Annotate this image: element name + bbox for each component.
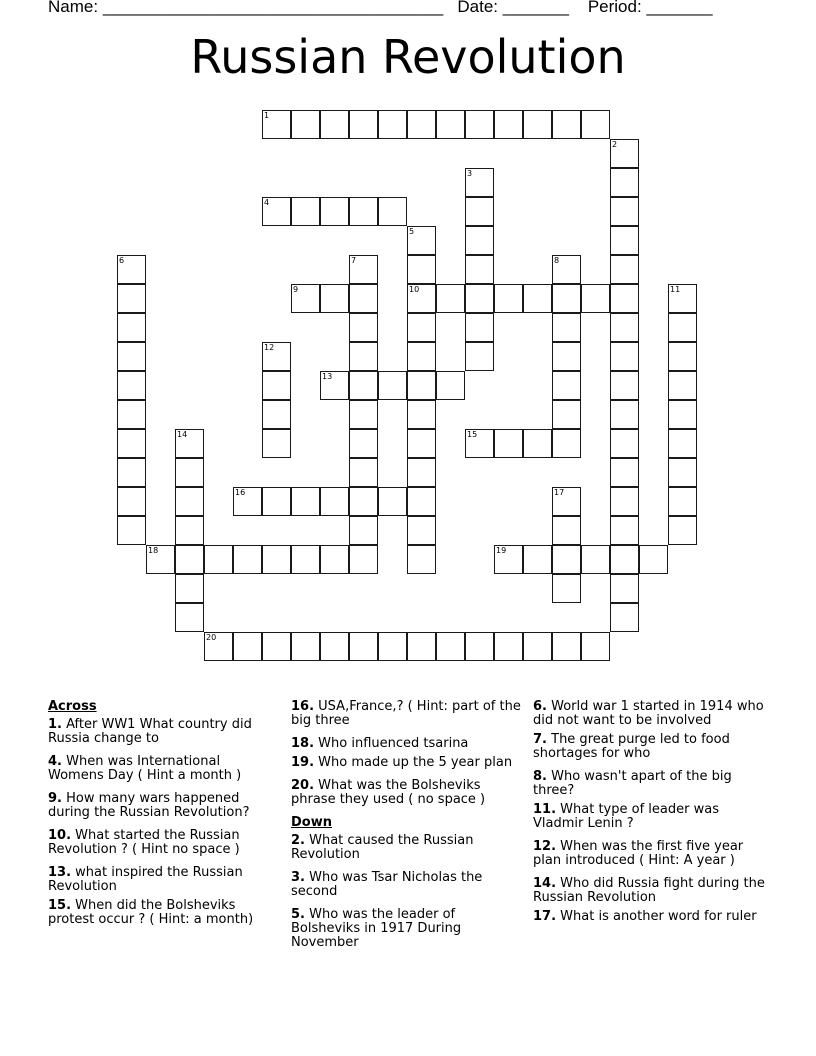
crossword-cell[interactable] <box>117 255 146 284</box>
crossword-cell[interactable] <box>407 284 436 313</box>
clue-text: After WW1 What country did Russia change to <box>48 717 252 746</box>
crossword-cell[interactable] <box>407 458 436 487</box>
crossword-cell[interactable] <box>117 458 146 487</box>
crossword-cell[interactable] <box>117 342 146 371</box>
clue-text: Who wasn't apart of the big three? <box>533 769 732 798</box>
crossword-cell[interactable] <box>233 545 262 574</box>
clues-column-3 <box>533 700 773 933</box>
crossword-cell[interactable] <box>175 429 204 458</box>
clue-number: 2. <box>291 833 305 848</box>
clue-number: 16. <box>291 699 315 714</box>
clue-text: When was International Womens Day ( Hint a month ) <box>48 754 242 783</box>
clue-number: 14. <box>533 876 557 891</box>
crossword-cell[interactable] <box>407 342 436 371</box>
crossword-cell[interactable] <box>465 342 494 371</box>
clue-text: What type of leader was Vladmir Lenin ? <box>533 802 719 831</box>
crossword-cell[interactable] <box>668 429 697 458</box>
crossword-cell[interactable] <box>349 516 378 545</box>
crossword-cell[interactable] <box>523 632 552 661</box>
crossword-cell[interactable] <box>349 487 378 516</box>
clue-across-10 <box>48 829 278 857</box>
clue-number-label: 11 <box>670 285 681 294</box>
clue-number-label: 6 <box>119 256 125 265</box>
clue-number: 10. <box>48 828 72 843</box>
clue-number: 13. <box>48 865 72 880</box>
clue-down-7 <box>533 733 773 761</box>
crossword-cell[interactable] <box>262 632 291 661</box>
crossword-cell[interactable] <box>494 545 523 574</box>
crossword-cell[interactable] <box>610 516 639 545</box>
crossword-cell[interactable] <box>204 545 233 574</box>
crossword-cell[interactable] <box>262 110 291 139</box>
crossword-cell[interactable] <box>320 371 349 400</box>
crossword-cell[interactable] <box>407 516 436 545</box>
crossword-cell[interactable] <box>465 168 494 197</box>
clue-text: Who was Tsar Nicholas the second <box>291 870 483 899</box>
clue-text: World war 1 started in 1914 who did not want to be involved <box>533 699 764 728</box>
crossword-cell[interactable] <box>581 110 610 139</box>
crossword-cell[interactable] <box>407 226 436 255</box>
crossword-cell[interactable] <box>610 574 639 603</box>
crossword-cell[interactable] <box>552 371 581 400</box>
crossword-cell[interactable] <box>494 284 523 313</box>
crossword-cell[interactable] <box>465 255 494 284</box>
crossword-cell[interactable] <box>262 400 291 429</box>
clue-number-label: 13 <box>322 372 333 381</box>
crossword-cell[interactable] <box>349 342 378 371</box>
crossword-cell[interactable] <box>494 110 523 139</box>
clue-text: USA,France,? ( Hint: part of the big three <box>291 699 521 728</box>
clue-across-4 <box>48 755 278 783</box>
crossword-cell[interactable] <box>668 516 697 545</box>
clue-number-label: 10 <box>409 285 420 294</box>
crossword-cell[interactable] <box>436 284 465 313</box>
crossword-cell[interactable] <box>610 458 639 487</box>
crossword-cell[interactable] <box>117 371 146 400</box>
crossword-cell[interactable] <box>610 371 639 400</box>
crossword-cell[interactable] <box>407 487 436 516</box>
crossword-cell[interactable] <box>407 313 436 342</box>
crossword-cell[interactable] <box>465 226 494 255</box>
crossword-cell[interactable] <box>320 487 349 516</box>
crossword-cell[interactable] <box>262 487 291 516</box>
clue-down-6 <box>533 700 773 728</box>
crossword-cell[interactable] <box>436 110 465 139</box>
clue-number: 12. <box>533 839 557 854</box>
crossword-cell[interactable] <box>291 487 320 516</box>
crossword-cell[interactable] <box>610 168 639 197</box>
crossword-cell[interactable] <box>610 545 639 574</box>
clue-number-label: 9 <box>293 285 299 294</box>
clue-text: What was the Bolsheviks phrase they used ( no space ) <box>291 778 486 807</box>
crossword-cell[interactable] <box>175 516 204 545</box>
crossword-cell[interactable] <box>117 284 146 313</box>
clue-text: The great purge led to food shortages for who <box>533 732 730 761</box>
crossword-cell[interactable] <box>407 255 436 284</box>
clue-number: 4. <box>48 754 62 769</box>
crossword-cell[interactable] <box>349 284 378 313</box>
clue-number-label: 16 <box>235 488 246 497</box>
crossword-cell[interactable] <box>610 313 639 342</box>
crossword-cell[interactable] <box>204 632 233 661</box>
clue-number-label: 2 <box>612 140 618 149</box>
name-label: Name: <box>48 0 99 16</box>
period-label: Period: <box>587 0 642 16</box>
crossword-cell[interactable] <box>320 284 349 313</box>
crossword-cell[interactable] <box>291 197 320 226</box>
crossword-cell[interactable] <box>668 342 697 371</box>
date-label: Date: <box>457 0 498 16</box>
crossword-cell[interactable] <box>291 284 320 313</box>
crossword-cell[interactable] <box>291 632 320 661</box>
crossword-cell[interactable] <box>262 429 291 458</box>
crossword-cell[interactable] <box>552 313 581 342</box>
clue-across-16 <box>291 700 526 728</box>
clue-number-label: 3 <box>467 169 473 178</box>
crossword-cell[interactable] <box>552 516 581 545</box>
date-field[interactable]: _______ <box>502 0 569 16</box>
crossword-cell[interactable] <box>465 429 494 458</box>
crossword-cell[interactable] <box>262 197 291 226</box>
clue-number: 17. <box>533 909 557 924</box>
clue-across-15 <box>48 899 278 927</box>
crossword-cell[interactable] <box>175 487 204 516</box>
clue-number-label: 8 <box>554 256 560 265</box>
clue-across-1 <box>48 718 278 746</box>
crossword-cell[interactable] <box>552 400 581 429</box>
clues-column-1 <box>48 700 278 936</box>
clue-number: 8. <box>533 769 547 784</box>
clue-down-2 <box>291 834 526 862</box>
crossword-cell[interactable] <box>668 458 697 487</box>
crossword-cell[interactable] <box>233 632 262 661</box>
clue-down-11 <box>533 803 773 831</box>
clue-text: When was the first five year plan introduced ( Hint: A year ) <box>533 839 744 868</box>
crossword-cell[interactable] <box>349 197 378 226</box>
clue-text: What is another word for ruler <box>560 909 757 924</box>
crossword-cell[interactable] <box>465 632 494 661</box>
crossword-cell[interactable] <box>349 632 378 661</box>
crossword-cell[interactable] <box>668 400 697 429</box>
crossword-cell[interactable] <box>581 632 610 661</box>
crossword-cell[interactable] <box>378 487 407 516</box>
clue-number: 5. <box>291 907 305 922</box>
crossword-cell[interactable] <box>349 313 378 342</box>
crossword-cell[interactable] <box>378 110 407 139</box>
crossword-cell[interactable] <box>552 545 581 574</box>
clue-down-5 <box>291 908 526 950</box>
crossword-cell[interactable] <box>465 313 494 342</box>
crossword-cell[interactable] <box>262 545 291 574</box>
crossword-cell[interactable] <box>349 371 378 400</box>
crossword-cell[interactable] <box>117 516 146 545</box>
clue-number: 19. <box>291 755 315 770</box>
crossword-cell[interactable] <box>407 110 436 139</box>
crossword-cell[interactable] <box>668 371 697 400</box>
clue-across-18 <box>291 737 526 751</box>
clue-across-9 <box>48 792 278 820</box>
crossword-cell[interactable] <box>523 429 552 458</box>
clue-number: 3. <box>291 870 305 885</box>
clue-number-label: 5 <box>409 227 415 236</box>
crossword-cell[interactable] <box>146 545 175 574</box>
name-field[interactable]: ____________________________________ <box>102 0 444 16</box>
crossword-cell[interactable] <box>552 632 581 661</box>
crossword-cell[interactable] <box>349 545 378 574</box>
crossword-cell[interactable] <box>407 371 436 400</box>
clue-text: What started the Russian Revolution ? ( Hint no space ) <box>48 828 240 857</box>
crossword-cell[interactable] <box>552 255 581 284</box>
crossword-cell[interactable] <box>117 429 146 458</box>
clue-text: How many wars happened during the Russian Revolution? <box>48 791 250 820</box>
clue-number-label: 18 <box>148 546 159 555</box>
crossword-cell[interactable] <box>117 313 146 342</box>
crossword-cell[interactable] <box>465 110 494 139</box>
crossword-cell[interactable] <box>552 487 581 516</box>
crossword-cell[interactable] <box>320 110 349 139</box>
crossword-cell[interactable] <box>407 400 436 429</box>
crossword-cell[interactable] <box>436 371 465 400</box>
crossword-cell[interactable] <box>639 545 668 574</box>
clue-number: 11. <box>533 802 557 817</box>
crossword-cell[interactable] <box>262 371 291 400</box>
clue-number: 9. <box>48 791 62 806</box>
crossword-cell[interactable] <box>262 342 291 371</box>
crossword-cell[interactable] <box>349 255 378 284</box>
clue-down-12 <box>533 840 773 868</box>
crossword-cell[interactable] <box>552 574 581 603</box>
clue-number-label: 19 <box>496 546 507 555</box>
crossword-cell[interactable] <box>494 429 523 458</box>
period-field[interactable]: _______ <box>646 0 713 16</box>
clue-number-label: 14 <box>177 430 188 439</box>
crossword-cell[interactable] <box>407 545 436 574</box>
page-title: Russian Revolution <box>190 30 626 84</box>
crossword-cell[interactable] <box>175 574 204 603</box>
crossword-cell[interactable] <box>117 400 146 429</box>
crossword-cell[interactable] <box>320 545 349 574</box>
crossword-cell[interactable] <box>610 255 639 284</box>
crossword-cell[interactable] <box>523 284 552 313</box>
crossword-cell[interactable] <box>175 545 204 574</box>
crossword-cell[interactable] <box>320 197 349 226</box>
crossword-cell[interactable] <box>349 458 378 487</box>
down-heading: Down <box>291 815 332 830</box>
crossword-cell[interactable] <box>668 284 697 313</box>
clue-number: 1. <box>48 717 62 732</box>
clue-text: What caused the Russian Revolution <box>291 833 474 862</box>
clue-number: 6. <box>533 699 547 714</box>
clue-number: 7. <box>533 732 547 747</box>
crossword-cell[interactable] <box>610 487 639 516</box>
clue-number-label: 4 <box>264 198 270 207</box>
crossword-cell[interactable] <box>581 284 610 313</box>
clue-down-3 <box>291 871 526 899</box>
crossword-cell[interactable] <box>349 400 378 429</box>
crossword-cell[interactable] <box>668 313 697 342</box>
crossword-cell[interactable] <box>233 487 262 516</box>
crossword-cell[interactable] <box>610 139 639 168</box>
crossword-cell[interactable] <box>436 632 465 661</box>
crossword-cell[interactable] <box>407 429 436 458</box>
crossword-cell[interactable] <box>610 342 639 371</box>
crossword-cell[interactable] <box>465 284 494 313</box>
crossword-cell[interactable] <box>610 226 639 255</box>
crossword-cell[interactable] <box>378 197 407 226</box>
crossword-cell[interactable] <box>610 400 639 429</box>
clue-down-8 <box>533 770 773 798</box>
clue-number: 15. <box>48 898 72 913</box>
clue-number-label: 7 <box>351 256 357 265</box>
clue-number-label: 20 <box>206 633 217 642</box>
crossword-cell[interactable] <box>378 632 407 661</box>
clue-text: Who influenced tsarina <box>318 736 469 751</box>
clue-down-17 <box>533 910 773 924</box>
crossword-cell[interactable] <box>291 545 320 574</box>
clue-text: When did the Bolsheviks protest occur ? ( Hint: a month) <box>48 898 254 927</box>
clue-text: Who made up the 5 year plan <box>318 755 513 770</box>
across-heading: Across <box>48 699 97 714</box>
clue-text: Who did Russia fight during the Russian Revolution <box>533 876 765 905</box>
crossword-cell[interactable] <box>610 603 639 632</box>
crossword-cell[interactable] <box>581 545 610 574</box>
crossword-cell[interactable] <box>552 110 581 139</box>
crossword-cell[interactable] <box>378 371 407 400</box>
clue-down-14 <box>533 877 773 905</box>
crossword-cell[interactable] <box>523 110 552 139</box>
clue-number-label: 17 <box>554 488 565 497</box>
clue-across-19 <box>291 756 526 770</box>
clue-text: what inspired the Russian Revolution <box>48 865 243 894</box>
crossword-cell[interactable] <box>552 284 581 313</box>
crossword-cell[interactable] <box>320 632 349 661</box>
crossword-cell[interactable] <box>349 110 378 139</box>
crossword-cell[interactable] <box>175 603 204 632</box>
crossword-cell[interactable] <box>610 284 639 313</box>
clue-number: 18. <box>291 736 315 751</box>
crossword-cell[interactable] <box>668 487 697 516</box>
clue-across-20 <box>291 779 526 807</box>
clue-number-label: 1 <box>264 111 270 120</box>
clue-number-label: 15 <box>467 430 478 439</box>
crossword-cell[interactable] <box>494 632 523 661</box>
clue-number-label: 12 <box>264 343 275 352</box>
clues-column-2 <box>291 700 526 959</box>
clue-across-13 <box>48 866 278 894</box>
crossword-cell[interactable] <box>407 632 436 661</box>
crossword-cell[interactable] <box>175 458 204 487</box>
crossword-cell[interactable] <box>117 487 146 516</box>
clue-text: Who was the leader of Bolsheviks in 1917 During November <box>291 907 462 950</box>
crossword-cell[interactable] <box>610 429 639 458</box>
crossword-cell[interactable] <box>465 197 494 226</box>
crossword-cell[interactable] <box>291 110 320 139</box>
crossword-cell[interactable] <box>552 429 581 458</box>
crossword-cell[interactable] <box>552 342 581 371</box>
clue-number: 20. <box>291 778 315 793</box>
crossword-cell[interactable] <box>349 429 378 458</box>
crossword-cell[interactable] <box>523 545 552 574</box>
crossword-cell[interactable] <box>610 197 639 226</box>
